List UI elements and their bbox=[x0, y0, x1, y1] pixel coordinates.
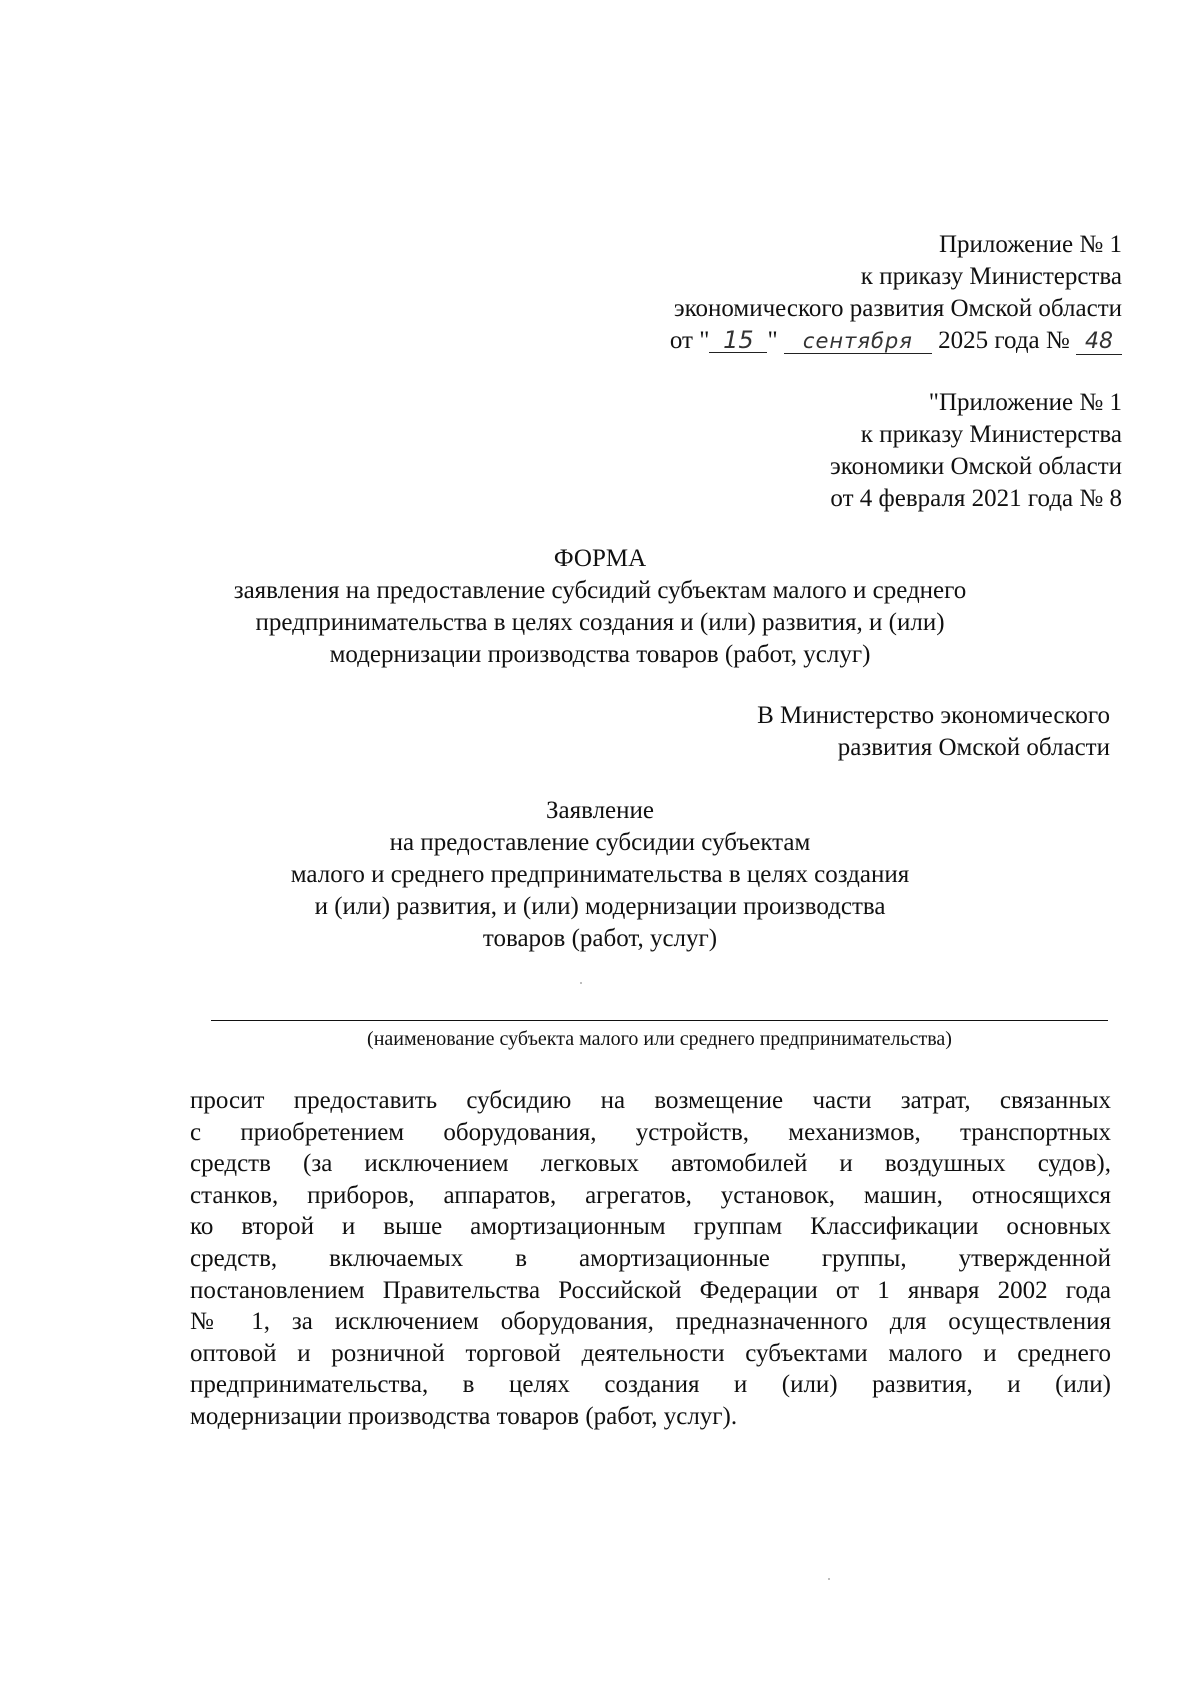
date-quote: " bbox=[767, 327, 778, 354]
annex-current-block bbox=[670, 229, 1122, 357]
scan-speck bbox=[580, 982, 582, 984]
form-title: ФОРМА bbox=[553, 545, 647, 572]
body-line: станков, приборов, аппаратов, агрегатов, установок, машин, относящихся bbox=[190, 1181, 1111, 1209]
addressee-line: развития Омской области bbox=[837, 734, 1110, 761]
form-heading bbox=[150, 543, 1050, 671]
scan-speck bbox=[828, 1578, 830, 1580]
annex-current-date-line bbox=[670, 325, 1122, 357]
annex-previous-date: от 4 февраля 2021 года № 8 bbox=[830, 485, 1122, 512]
body-line: № 1, за исключением оборудования, предназначенного для осуществления bbox=[190, 1308, 1111, 1336]
body-line: оптовой и розничной торговой деятельности субъектами малого и среднего bbox=[190, 1339, 1111, 1367]
statement-title: Заявление bbox=[545, 797, 655, 824]
form-subtitle-line: предпринимательства в целях создания и (или) развития, и (или) bbox=[255, 609, 945, 636]
handwritten-month: сентября bbox=[784, 329, 932, 354]
annex-current-order: к приказу Министерства bbox=[860, 263, 1122, 290]
body-line: просит предоставить субсидию на возмещение части затрат, связанных bbox=[190, 1087, 1111, 1114]
date-prefix: от " bbox=[669, 327, 710, 354]
body-line: ко второй и выше амортизационным группам Классификации основных bbox=[190, 1213, 1111, 1241]
body-paragraph bbox=[190, 1085, 1111, 1433]
date-year-text: 2025 года № bbox=[938, 327, 1070, 354]
addressee-line: В Министерство экономического bbox=[757, 702, 1110, 729]
body-line: предпринимательства, в целях создания и (или) развития, и (или) bbox=[190, 1371, 1111, 1399]
applicant-name-caption: (наименование субъекта малого или среднего предпринимательства) bbox=[367, 1028, 952, 1050]
body-line: с приобретением оборудования, устройств, механизмов, транспортных bbox=[190, 1118, 1111, 1146]
handwritten-day: 15 bbox=[709, 328, 767, 353]
annex-current-title: Приложение № 1 bbox=[938, 231, 1122, 258]
body-line: средств, включаемых в амортизационные группы, утвержденной bbox=[190, 1244, 1111, 1272]
annex-previous-order: к приказу Министерства bbox=[860, 421, 1122, 448]
statement-heading bbox=[150, 795, 1050, 955]
body-line: постановлением Правительства Российской Федерации от 1 января 2002 года bbox=[190, 1276, 1111, 1304]
statement-subtitle-line: малого и среднего предпринимательства в целях создания bbox=[290, 861, 910, 888]
form-subtitle-line: модернизации производства товаров (работ, услуг) bbox=[329, 641, 871, 668]
statement-subtitle-line: и (или) развития, и (или) модернизации производства bbox=[314, 893, 886, 920]
annex-previous-block bbox=[830, 387, 1122, 515]
statement-subtitle-line: товаров (работ, услуг) bbox=[482, 925, 718, 952]
body-line: средств (за исключением легковых автомобилей и воздушных судов), bbox=[190, 1150, 1111, 1178]
statement-subtitle-line: на предоставление субсидии субъектам bbox=[389, 829, 811, 856]
addressee-block bbox=[757, 700, 1110, 764]
body-line: модернизации производства товаров (работ, услуг). bbox=[190, 1402, 738, 1430]
annex-current-ministry: экономического развития Омской области bbox=[673, 295, 1122, 322]
handwritten-order-number: 48 bbox=[1076, 330, 1122, 355]
annex-previous-title: "Приложение № 1 bbox=[928, 389, 1122, 416]
form-subtitle-line: заявления на предоставление субсидий субъектам малого и среднего bbox=[233, 577, 967, 604]
applicant-name-line bbox=[211, 1020, 1108, 1021]
annex-previous-ministry: экономики Омской области bbox=[829, 453, 1122, 480]
